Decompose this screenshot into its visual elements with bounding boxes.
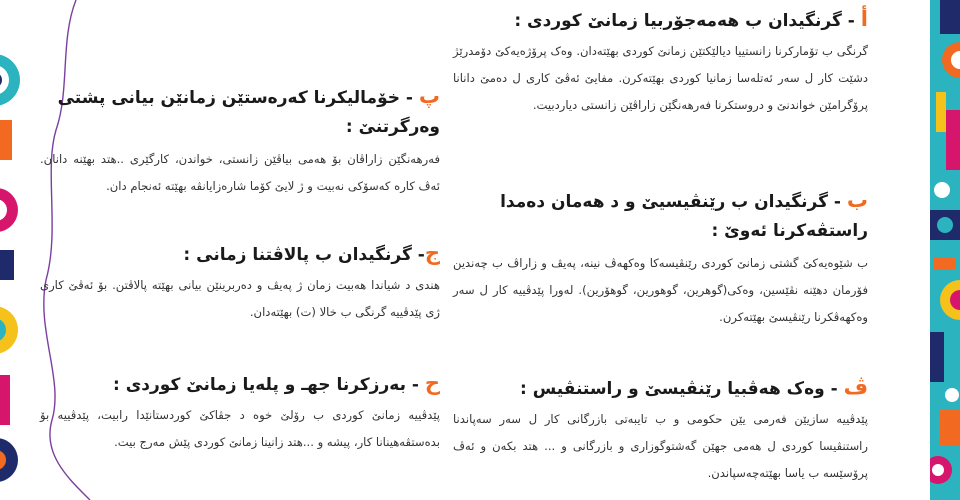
section-ch bbox=[453, 374, 868, 487]
decorative-border-right bbox=[930, 0, 960, 500]
section-a-heading bbox=[453, 6, 868, 34]
decorative-border-left bbox=[0, 0, 26, 500]
section-h-title: - بەرزکرنا جهـ و پلەیا زمانێ کوردی : bbox=[112, 375, 425, 395]
section-p-letter: پ bbox=[418, 84, 440, 108]
section-j-title: - گرنگیدان ب پالاڤتنا زمانی : bbox=[183, 245, 425, 265]
section-ch-heading bbox=[453, 374, 868, 402]
section-b-body: ب شێوەیەکێ گشتی زمانێ کوردی رێنڤیسەکا وەکهەڤ نینە، پەیڤ و زاراڤ ب چەندین فۆرمان دهێنە نڤێسین، وەکی(گوهرین، گوهورین، گوهۆرین). لەورا پێدڤییە کار ل سەر وەکهەڤکرنا رێنڤیسێ بهێتەکرن. bbox=[453, 256, 868, 324]
section-p-title: - خۆمالیکرنا کەرەستێن زمانێن بیانی پشتی وەرگرتنێ : bbox=[57, 88, 440, 137]
section-a-letter: أ bbox=[860, 7, 868, 31]
section-a-body: گرنگی ب تۆمارکرنا زانستییا دیالێکتێن زمانێ کوردی بهێتەدان. وەک پرۆژەیەکێ دۆمدرێژ دشێت کار ل سەر ئەتلەسا زمانیا کوردی بهێتەکرن. مفایێ ئەڤێ کاری ل دەمێ دانانا پرۆگرامێن خواندنێ و دروستکرنا فەرهەنگێن زاراڤێن زانستی دیاردبیت. bbox=[453, 44, 868, 112]
left-pattern bbox=[0, 0, 26, 500]
section-h bbox=[40, 370, 440, 456]
section-j-heading bbox=[40, 240, 440, 268]
section-b-title: - گرنگیدان ب رێنڤیسیێ و د هەمان دەمدا راستڤەکرنا ئەوێ : bbox=[500, 192, 868, 241]
section-b bbox=[453, 186, 868, 331]
section-p-heading bbox=[40, 82, 440, 142]
section-j-letter: ج bbox=[424, 241, 440, 265]
section-ch-body: پێدڤییە سازیێن فەرمی یێن حکومی و ب تایبەتی بازرگانی کار ل سەر سەپاندنا راستنڤیسا کوردی ل هەمی جهێن گەشتوگوزاری و بازرگانی و ... هتد بکەن و ئەڤ پرۆسێسە ب یاسا بهێتەچەسپاندن. bbox=[453, 412, 868, 480]
section-j bbox=[40, 240, 440, 326]
section-h-heading bbox=[40, 370, 440, 398]
section-h-body: پێدڤییە زمانێ کوردی ب رۆلێ خوە د جڤاکێ کوردستانێدا رابیت، پێدڤییە بۆ بدەستڤەهینانا کار، پیشە و ...هتد زانینا زمانێ کوردی پێش مەرج بیت. bbox=[40, 408, 440, 449]
section-h-letter: ح bbox=[424, 371, 440, 395]
section-ch-letter: ڤ bbox=[843, 375, 868, 399]
section-b-heading bbox=[453, 186, 868, 246]
section-ch-title: - وەک هەڤبیا رێنڤیسێ و راستنڤیس : bbox=[520, 379, 844, 399]
section-j-body: هندی د شیاندا هەبیت زمان ژ پەیڤ و دەربرینێن بیانی بهێتە پالاڤتن. بۆ ئەڤێ کاری ژی پێدڤییە گرنگی ب خالا (ت) بهێتەدان. bbox=[40, 278, 440, 319]
section-a-title: - گرنگیدان ب هەمەجۆربیا زمانێ کوردی : bbox=[514, 11, 861, 31]
section-p bbox=[40, 82, 440, 200]
right-pattern bbox=[930, 0, 960, 500]
section-b-letter: ب bbox=[846, 188, 868, 212]
section-a bbox=[453, 6, 868, 119]
section-p-body: فەرهەنگێن زاراڤان بۆ هەمی بیاڤێن زانستی، خواندن، کارگێری ..هتد بهێنە دانان. ئەڤ کارە کەسۆکی نەبیت و ژ لایێ کۆما شارەزایانڤە بهێتە ئەنجام دان. bbox=[40, 152, 440, 193]
